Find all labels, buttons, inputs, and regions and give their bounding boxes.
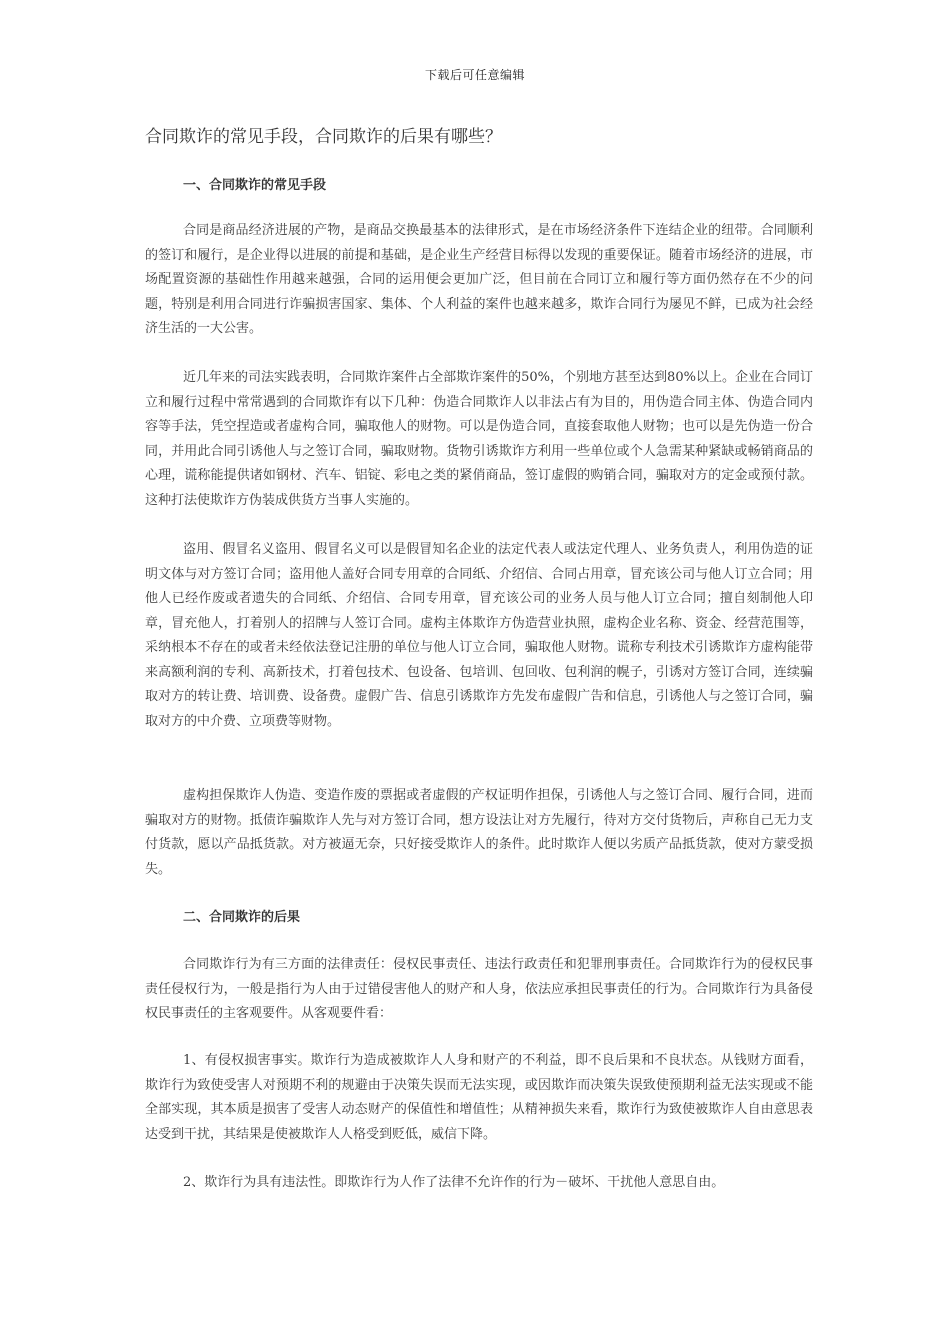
paragraph-text: 虚构担保欺诈人伪造、变造作废的票据或者虚假的产权证明作担保，引诱他人与之签订合同、履行合同，进而骗取对方的财物。抵债诈骗欺诈人先与对方签订合同，想方设法让对方先履行，待对方交付货物后，声称自己无力支付货款，愿以产品抵货款。对方被逼无奈，只好接受欺诈人的条件。此时欺诈人便以劣质产品抵货款，使对方蒙受损失。 — [145, 788, 813, 877]
paragraph-text: 2、欺诈行为具有违法性。即欺诈行为人作了法律不允许作的行为－破坏、干扰他人意思自由。 — [183, 1175, 725, 1190]
paragraph-impersonation — [145, 538, 813, 734]
paragraph-text: 合同是商品经济进展的产物，是商品交换最基本的法律形式，是在市场经济条件下连结企业的纽带。合同顺利的签订和履行，是企业得以进展的前提和基础，是企业生产经营目标得以发现的重要保证。随着市场经济的进展，市场配置资源的基础性作用越来越强，合同的运用便会更加广泛，但目前在合同订立和履行等方面仍然存在不少的问题，特别是利用合同进行诈骗损害国家、集体、个人利益的案件也越来越多，欺诈合同行为屡见不鲜，已成为社会经济生活的一大公害。 — [145, 223, 813, 336]
page-header: 下载后可任意编辑 — [424, 68, 525, 82]
paragraph-text: 合同欺诈行为有三方面的法律责任：侵权民事责任、违法行政责任和犯罪刑事责任。合同欺诈行为的侵权民事责任侵权行为，一般是指行为人由于过错侵害他人的财产和人身，依法应承担民事责任的行为。合同欺诈行为具备侵权民事责任的主客观要件。从客观要件看： — [145, 957, 813, 1021]
paragraph-text: 近几年来的司法实践表明，合同欺诈案件占全部欺诈案件的50%，个别地方甚至达到80%以上。企业在合同订立和履行过程中常常遇到的合同欺诈有以下几种：伪造合同欺诈人以非法占有为目的，用伪造合同主体、伪造合同内容等手法，凭空捏造或者虚构合同，骗取他人的财物。可以是伪造合同，直接套取他人财物；也可以是先伪造一份合同，并用此合同引诱他人与之签订合同，骗取财物。货物引诱欺诈方利用一些单位或个人急需某种紧缺或畅销商品的心理，谎称能提供诸如钢材、汽车、铝锭、彩电之类的紧俏商品，签订虚假的购销合同，骗取对方的定金或预付款。这种打法使欺诈方伪装成供货方当事人实施的。 — [145, 370, 813, 508]
paragraph-fake-guarantee — [145, 784, 813, 882]
paragraph-intro — [145, 219, 813, 342]
paragraph-illegality — [145, 1171, 813, 1196]
paragraph-judicial-practice — [145, 366, 813, 513]
paragraph-damage-fact — [145, 1049, 813, 1147]
paragraph-text: 1、有侵权损害事实。欺诈行为造成被欺诈人人身和财产的不利益，即不良后果和不良状态。从钱财方面看，欺诈行为致使受害人对预期不利的规避由于决策失误而无法实现，或因欺诈而决策失误致使预期利益无法实现或不能全部实现，其本质是损害了受害人动态财产的保值性和增值性；从精神损失来看，欺诈行为致使被欺诈人自由意思表达受到干扰，其结果是使被欺诈人人格受到贬低，威信下降。 — [145, 1053, 813, 1142]
document-title: 合同欺诈的常见手段，合同欺诈的后果有哪些？ — [145, 127, 502, 147]
paragraph-text: 盗用、假冒名义盗用、假冒名义可以是假冒知名企业的法定代表人或法定代理人、业务负责人，利用伪造的证明文体与对方签订合同；盗用他人盖好合同专用章的合同纸、介绍信、合同占用章，冒充该公司与他人订立合同；用他人已经作废或者遗失的合同纸、介绍信、合同专用章，冒充该公司的业务人员与他人订立合同；擅自刻制他人印章，冒充他人，打着别人的招牌与人签订合同。虚构主体欺诈方伪造营业执照，虚构企业名称、资金、经营范围等，采纳根本不存在的或者未经依法登记注册的单位与他人订立合同，骗取他人财物。谎称专利技术引诱欺诈方虚构能带来高额利润的专利、高新技术，打着包技术、包设备、包培训、包回收、包利润的幌子，引诱对方签订合同，连续骗取对方的转让费、培训费、设备费。虚假广告、信息引诱欺诈方先发布虚假广告和信息，引诱他人与之签订合同，骗取对方的中介费、立项费等财物。 — [145, 542, 813, 729]
paragraph-legal-liability — [145, 953, 813, 1027]
section-heading-consequences: 二、合同欺诈的后果 — [183, 910, 301, 925]
section-heading-methods: 一、合同欺诈的常见手段 — [183, 178, 327, 193]
